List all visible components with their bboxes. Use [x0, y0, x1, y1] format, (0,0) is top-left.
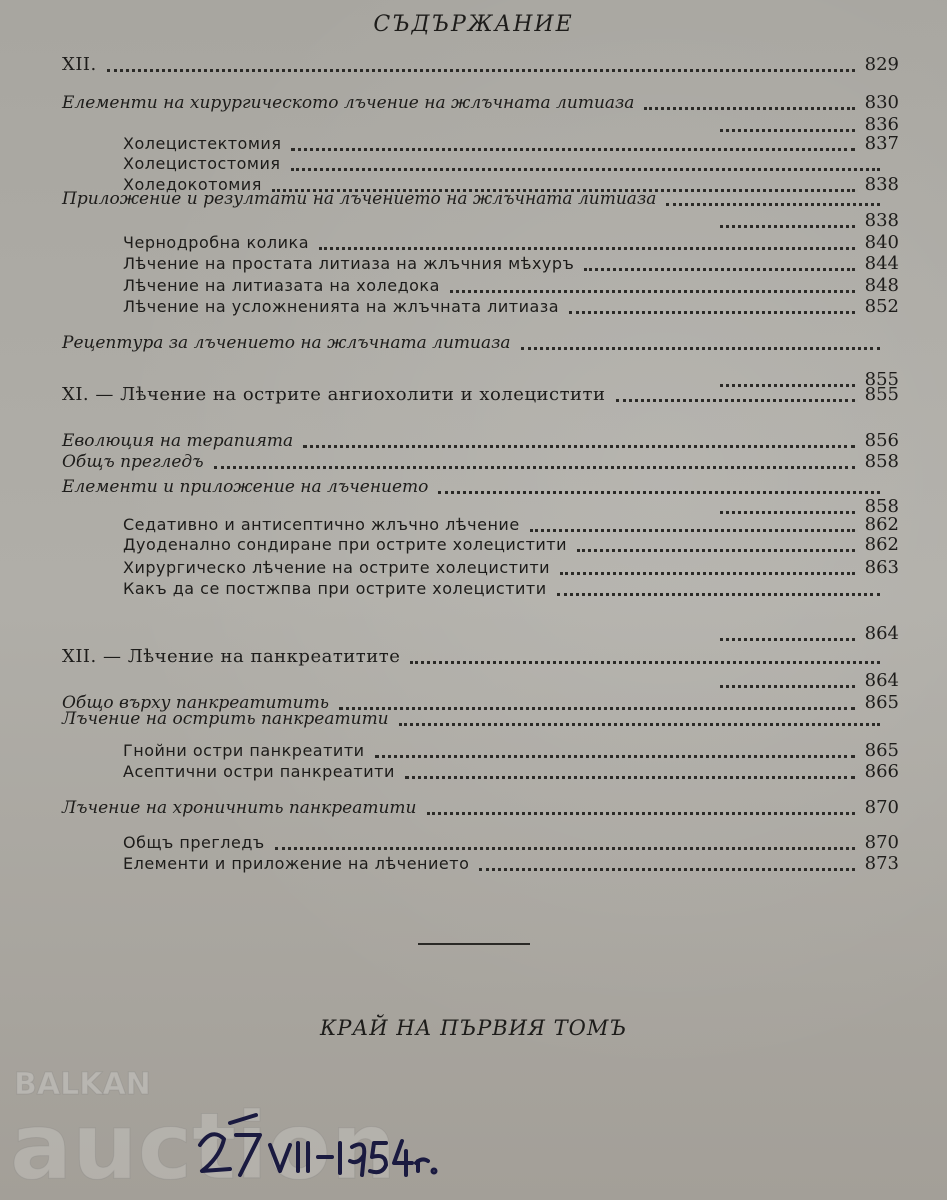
toc-entry-title: Седативно и антисептично жлъчно лѣчение: [123, 515, 520, 534]
toc-entry: [0, 797, 947, 819]
toc-entry-page-number: 870: [864, 797, 899, 818]
toc-entry-page-number: 829: [864, 54, 899, 75]
handwritten-date: [190, 1105, 440, 1185]
toc-entry-page-number: 838: [864, 210, 899, 231]
toc-entry-title: Елементи на хирургическото лъчение на жлъчната литиаза: [62, 93, 635, 113]
toc-entry-page-number: 858: [864, 451, 899, 472]
toc-entry: [0, 332, 947, 354]
toc-entry: [0, 708, 947, 730]
toc-entry-title: Рецептура за лъчението на жлъчната литиаза: [62, 333, 511, 353]
toc-entry: [0, 54, 947, 76]
toc-entry: [0, 430, 947, 452]
toc-entry: [0, 514, 947, 536]
svg-text:BALKAN: BALKAN: [14, 1067, 151, 1102]
toc-entry: [0, 578, 947, 600]
dot-leader: [214, 466, 855, 469]
dot-leader: [107, 69, 855, 72]
toc-entry-title: Общъ прегледъ: [123, 833, 265, 852]
dot-leader: [291, 168, 880, 171]
toc-entry-title: Холецистектомия: [123, 134, 282, 153]
toc-entry-page-number: 855: [864, 369, 899, 390]
dot-leader: [410, 661, 880, 664]
toc-entry-title: Гнойни остри панкреатити: [123, 741, 365, 760]
toc-entry-title: Чернодробна колика: [123, 233, 309, 252]
toc-entry: [0, 92, 947, 114]
toc-entry: [0, 853, 947, 875]
toc-entry-page-number: 864: [864, 670, 899, 691]
toc-entry-title: Приложение и резултати на лъчението на жлъчната литиаза: [62, 189, 657, 209]
toc-entry-title: Дуоденално сондиране при острите холецистити: [123, 535, 568, 554]
dot-leader: [291, 148, 855, 151]
toc-entry-page-number: 844: [864, 253, 899, 274]
dot-leader: [427, 812, 855, 815]
toc-entry-title: Лѣчение на простата литиаза на жлъчния мѣхуръ: [123, 254, 575, 273]
dot-leader: [450, 290, 855, 293]
toc-entry: [0, 832, 947, 854]
toc-entry: [0, 476, 947, 498]
dot-leader: [560, 572, 855, 575]
toc-entry: [0, 557, 947, 579]
dot-leader: [557, 593, 880, 596]
dot-leader: [577, 549, 855, 552]
toc-entry-title: Лъчение на острить панкреатити: [62, 709, 389, 729]
toc-entry-title: Холедокотомия: [123, 175, 262, 194]
toc-entry-title: Асептични остри панкреатити: [123, 762, 395, 781]
toc-entry-title: Елементи и приложение на лъчението: [62, 477, 429, 497]
toc-entry-page-number: 830: [864, 92, 899, 113]
dot-leader: [375, 755, 855, 758]
dot-leader: [584, 268, 855, 271]
toc-entry-title: Елементи и приложение на лѣчението: [123, 854, 470, 873]
toc-entry: [0, 761, 947, 783]
divider-rule: [418, 943, 530, 945]
dot-leader: [319, 247, 855, 250]
toc-entry-page-number: 848: [864, 275, 899, 296]
toc-entry-title: Какъ да се постжпва при острите холецистити: [123, 579, 547, 598]
toc-entry-page-number: 873: [864, 853, 899, 874]
toc-entry-title: Лѣчение на литиазата на холедока: [123, 276, 440, 295]
toc-entry-title: XII. — Лѣчение на панкреатитите: [62, 646, 401, 667]
toc-entry-page-number: 852: [864, 296, 899, 317]
toc-entry: [0, 384, 947, 406]
toc-entry: [0, 210, 947, 232]
toc-entry-page-number: 865: [864, 692, 899, 713]
dot-leader: [720, 638, 855, 641]
dot-leader: [521, 347, 880, 350]
toc-entry: [0, 188, 947, 210]
toc-entry-title: Хирургическо лѣчение на острите холецистити: [123, 558, 551, 577]
page-heading: СЪДЪРЖАНИЕ: [373, 12, 574, 37]
toc-entry-page-number: 864: [864, 623, 899, 644]
dot-leader: [399, 723, 880, 726]
toc-entry: [0, 451, 947, 473]
dot-leader: [720, 685, 855, 688]
toc-entry-page-number: 856: [864, 430, 899, 451]
toc-entry-page-number: 858: [864, 496, 899, 517]
toc-entry: [0, 534, 947, 556]
toc-entry-page-number: 870: [864, 832, 899, 853]
toc-entry-title: Общъ прегледъ: [62, 452, 204, 472]
toc-entry: [0, 740, 947, 762]
dot-leader: [303, 445, 855, 448]
toc-entry-page-number: 836: [864, 114, 899, 135]
toc-entry: [0, 296, 947, 318]
toc-entry-page-number: 855: [864, 384, 899, 405]
toc-entry-page-number: 866: [864, 761, 899, 782]
dot-leader: [616, 399, 855, 402]
toc-entry-title: XI. — Лѣчение на острите ангиохолити и холецистити: [62, 384, 606, 405]
toc-entry: [0, 646, 947, 668]
toc-entry-page-number: 862: [864, 534, 899, 555]
toc-entry-title: Еволюция на терапията: [62, 431, 294, 451]
svg-text:auction: auction: [10, 1093, 397, 1200]
toc-entry-title: XII.: [62, 54, 97, 75]
dot-leader: [644, 107, 855, 110]
toc-entry-page-number: 837: [864, 133, 899, 154]
end-of-volume-text: КРАЙ НА ПЪРВИЯ ТОМЪ: [319, 1016, 628, 1040]
dot-leader: [438, 491, 880, 494]
dot-leader: [569, 311, 855, 314]
toc-entry-title: Лъчение на хроничнить панкреатити: [62, 798, 417, 818]
toc-entry-page-number: 838: [864, 174, 899, 195]
toc-entry-page-number: 865: [864, 740, 899, 761]
toc-entry-title: Холецистостомия: [123, 154, 281, 173]
toc-entry: [0, 232, 947, 254]
dot-leader: [720, 225, 855, 228]
toc-entry: [0, 133, 947, 155]
toc-entry-page-number: 862: [864, 514, 899, 535]
toc-entry: [0, 670, 947, 692]
toc-entry: [0, 153, 947, 175]
dot-leader: [720, 129, 855, 132]
dot-leader: [405, 776, 855, 779]
toc-entry-page-number: 840: [864, 232, 899, 253]
toc-entry-title: Общо върху панкреатитить: [62, 693, 329, 713]
toc-entry-page-number: 863: [864, 557, 899, 578]
toc-entry-title: Лѣчение на усложнeнията на жлъчната литиаза: [123, 297, 560, 316]
toc-entry: [0, 253, 947, 275]
toc-entry: [0, 623, 947, 645]
dot-leader: [666, 203, 880, 206]
dot-leader: [530, 529, 855, 532]
dot-leader: [479, 868, 855, 871]
dot-leader: [275, 847, 855, 850]
toc-entry: [0, 275, 947, 297]
